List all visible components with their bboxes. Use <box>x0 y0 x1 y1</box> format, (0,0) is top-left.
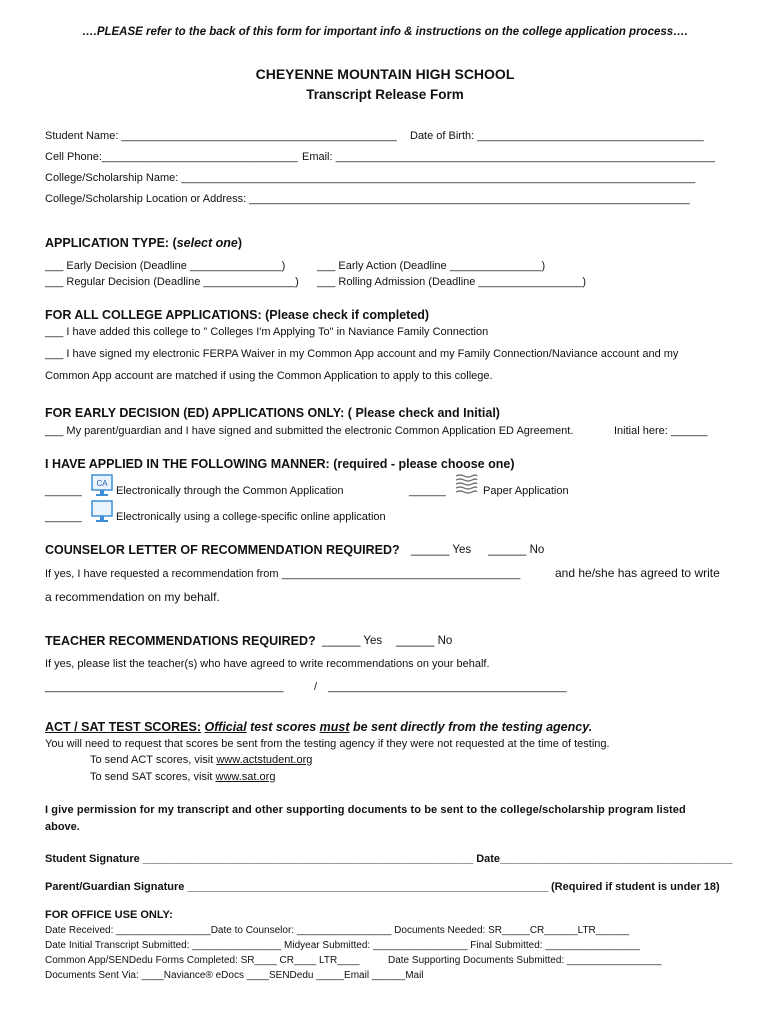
common-app-blank[interactable]: ______ <box>45 485 82 497</box>
teacher-name-field-1[interactable]: _______________________________________ <box>45 681 284 693</box>
ed-initial-field[interactable]: Initial here: ______ <box>614 425 708 437</box>
counselor-line2: a recommendation on my behalf. <box>45 590 220 604</box>
counselor-line1-end: and he/she has agreed to write <box>555 566 720 580</box>
permission-line2: above. <box>45 821 80 833</box>
svg-text:CA: CA <box>96 479 108 488</box>
online-app-computer-icon <box>90 500 114 529</box>
college-location-field[interactable]: College/Scholarship Location or Address: ________________________________________________________________________ <box>45 193 690 205</box>
ferpa-checkbox-item[interactable]: ___ I have signed my electronic FERPA Waiver in my Common App account and my Family Connection/Naviance account and my <box>45 348 679 360</box>
ferpa-item-continued: Common App account are matched if using the Common Application to apply to this college. <box>45 370 493 382</box>
early-action-option[interactable]: ___ Early Action (Deadline _______________) <box>317 260 546 272</box>
act-link[interactable]: www.actstudent.org <box>216 754 313 766</box>
common-app-label: Electronically through the Common Application <box>116 485 344 497</box>
rolling-admission-option[interactable]: ___ Rolling Admission (Deadline _________________) <box>317 276 587 288</box>
permission-line1: I give permission for my transcript and other supporting documents to be sent to the college/scholarship program listed <box>45 804 686 816</box>
act-line: To send ACT scores, visit www.actstudent.org <box>90 754 313 766</box>
ed-apps-heading: FOR EARLY DECISION (ED) APPLICATIONS ONLY: ( Please check and Initial) <box>45 406 500 420</box>
teacher-yes[interactable]: ______ Yes <box>322 635 383 647</box>
scores-heading: ACT / SAT TEST SCORES: Official test scores must be sent directly from the testing agency. <box>45 720 593 734</box>
early-decision-option[interactable]: ___ Early Decision (Deadline _______________) <box>45 260 286 272</box>
ed-agreement-item[interactable]: ___ My parent/guardian and I have signed and submitted the electronic Common Application ED Agreement. <box>45 425 574 437</box>
online-app-label: Electronically using a college-specific online application <box>116 511 386 523</box>
form-title: Transcript Release Form <box>306 87 464 102</box>
office-heading: FOR OFFICE USE ONLY: <box>45 909 173 921</box>
office-row-1[interactable]: Date Received: _________________Date to Counselor: _________________ Documents Needed: SR_____CR______LTR______ <box>45 925 630 936</box>
college-name-field[interactable]: College/Scholarship Name: ____________________________________________________________________________________ <box>45 172 696 184</box>
paper-app-label: Paper Application <box>483 485 569 497</box>
date-of-birth-field[interactable]: Date of Birth: _____________________________________ <box>410 130 704 142</box>
parent-signature-field[interactable]: Parent/Guardian Signature ___________________________________________________________ <box>45 881 549 893</box>
counselor-no[interactable]: ______ No <box>488 544 545 556</box>
email-field[interactable]: Email: ______________________________________________________________ <box>302 151 715 163</box>
sat-line: To send SAT scores, visit www.sat.org <box>90 771 276 783</box>
office-row-3b[interactable]: Date Supporting Documents Submitted: _________________ <box>388 955 662 966</box>
counselor-heading: COUNSELOR LETTER OF RECOMMENDATION REQUIRED? <box>45 543 400 557</box>
counselor-yes[interactable]: ______ Yes <box>411 544 472 556</box>
office-row-2[interactable]: Date Initial Transcript Submitted: ________________ Midyear Submitted: _________________ Final Submitted: _________________ <box>45 940 640 951</box>
top-notice: ….PLEASE refer to the back of this form for important info & instructions on the college application process…. <box>82 26 688 38</box>
common-app-computer-icon <box>90 474 114 503</box>
teacher-no[interactable]: ______ No <box>396 635 453 647</box>
all-apps-heading: FOR ALL COLLEGE APPLICATIONS: (Please check if completed) <box>45 308 430 322</box>
teacher-instructions: If yes, please list the teacher(s) who have agreed to write recommendations on your behalf. <box>45 658 490 670</box>
paper-app-blank[interactable]: ______ <box>409 485 446 497</box>
teacher-heading: TEACHER RECOMMENDATIONS REQUIRED? <box>45 634 316 648</box>
teacher-name-field-2[interactable]: _______________________________________ <box>328 681 567 693</box>
school-name: CHEYENNE MOUNTAIN HIGH SCHOOL <box>255 66 515 82</box>
student-signature-field[interactable]: Student Signature ______________________________________________________ Date______________________________________ <box>45 853 733 865</box>
manner-heading: I HAVE APPLIED IN THE FOLLOWING MANNER: (required - please choose one) <box>45 457 515 471</box>
counselor-name-field[interactable]: If yes, I have requested a recommendation from _______________________________________ <box>45 568 521 580</box>
online-app-blank[interactable]: ______ <box>45 511 82 523</box>
teacher-separator: / <box>314 681 318 693</box>
parent-signature-note: (Required if student is under 18) <box>551 881 720 893</box>
sat-link[interactable]: www.sat.org <box>215 771 276 783</box>
paper-stack-icon <box>453 473 479 500</box>
office-row-4[interactable]: Documents Sent Via: ____Naviance® eDocs ____SENDedu _____Email ______Mail <box>45 970 424 981</box>
scores-instructions: You will need to request that scores be sent from the testing agency if they were not requested at the time of testing. <box>45 738 610 750</box>
naviance-checkbox-item[interactable]: ___ I have added this college to " Colleges I'm Applying To" in Naviance Family Connection <box>45 326 489 338</box>
cell-phone-field[interactable]: Cell Phone:________________________________ <box>45 151 298 163</box>
office-row-3a[interactable]: Common App/SENDedu Forms Completed: SR____ CR____ LTR____ <box>45 955 360 966</box>
student-name-field[interactable]: Student Name: _____________________________________________ <box>45 130 397 142</box>
application-type-heading: APPLICATION TYPE: (select one) <box>45 236 243 250</box>
regular-decision-option[interactable]: ___ Regular Decision (Deadline _______________) <box>45 276 299 288</box>
